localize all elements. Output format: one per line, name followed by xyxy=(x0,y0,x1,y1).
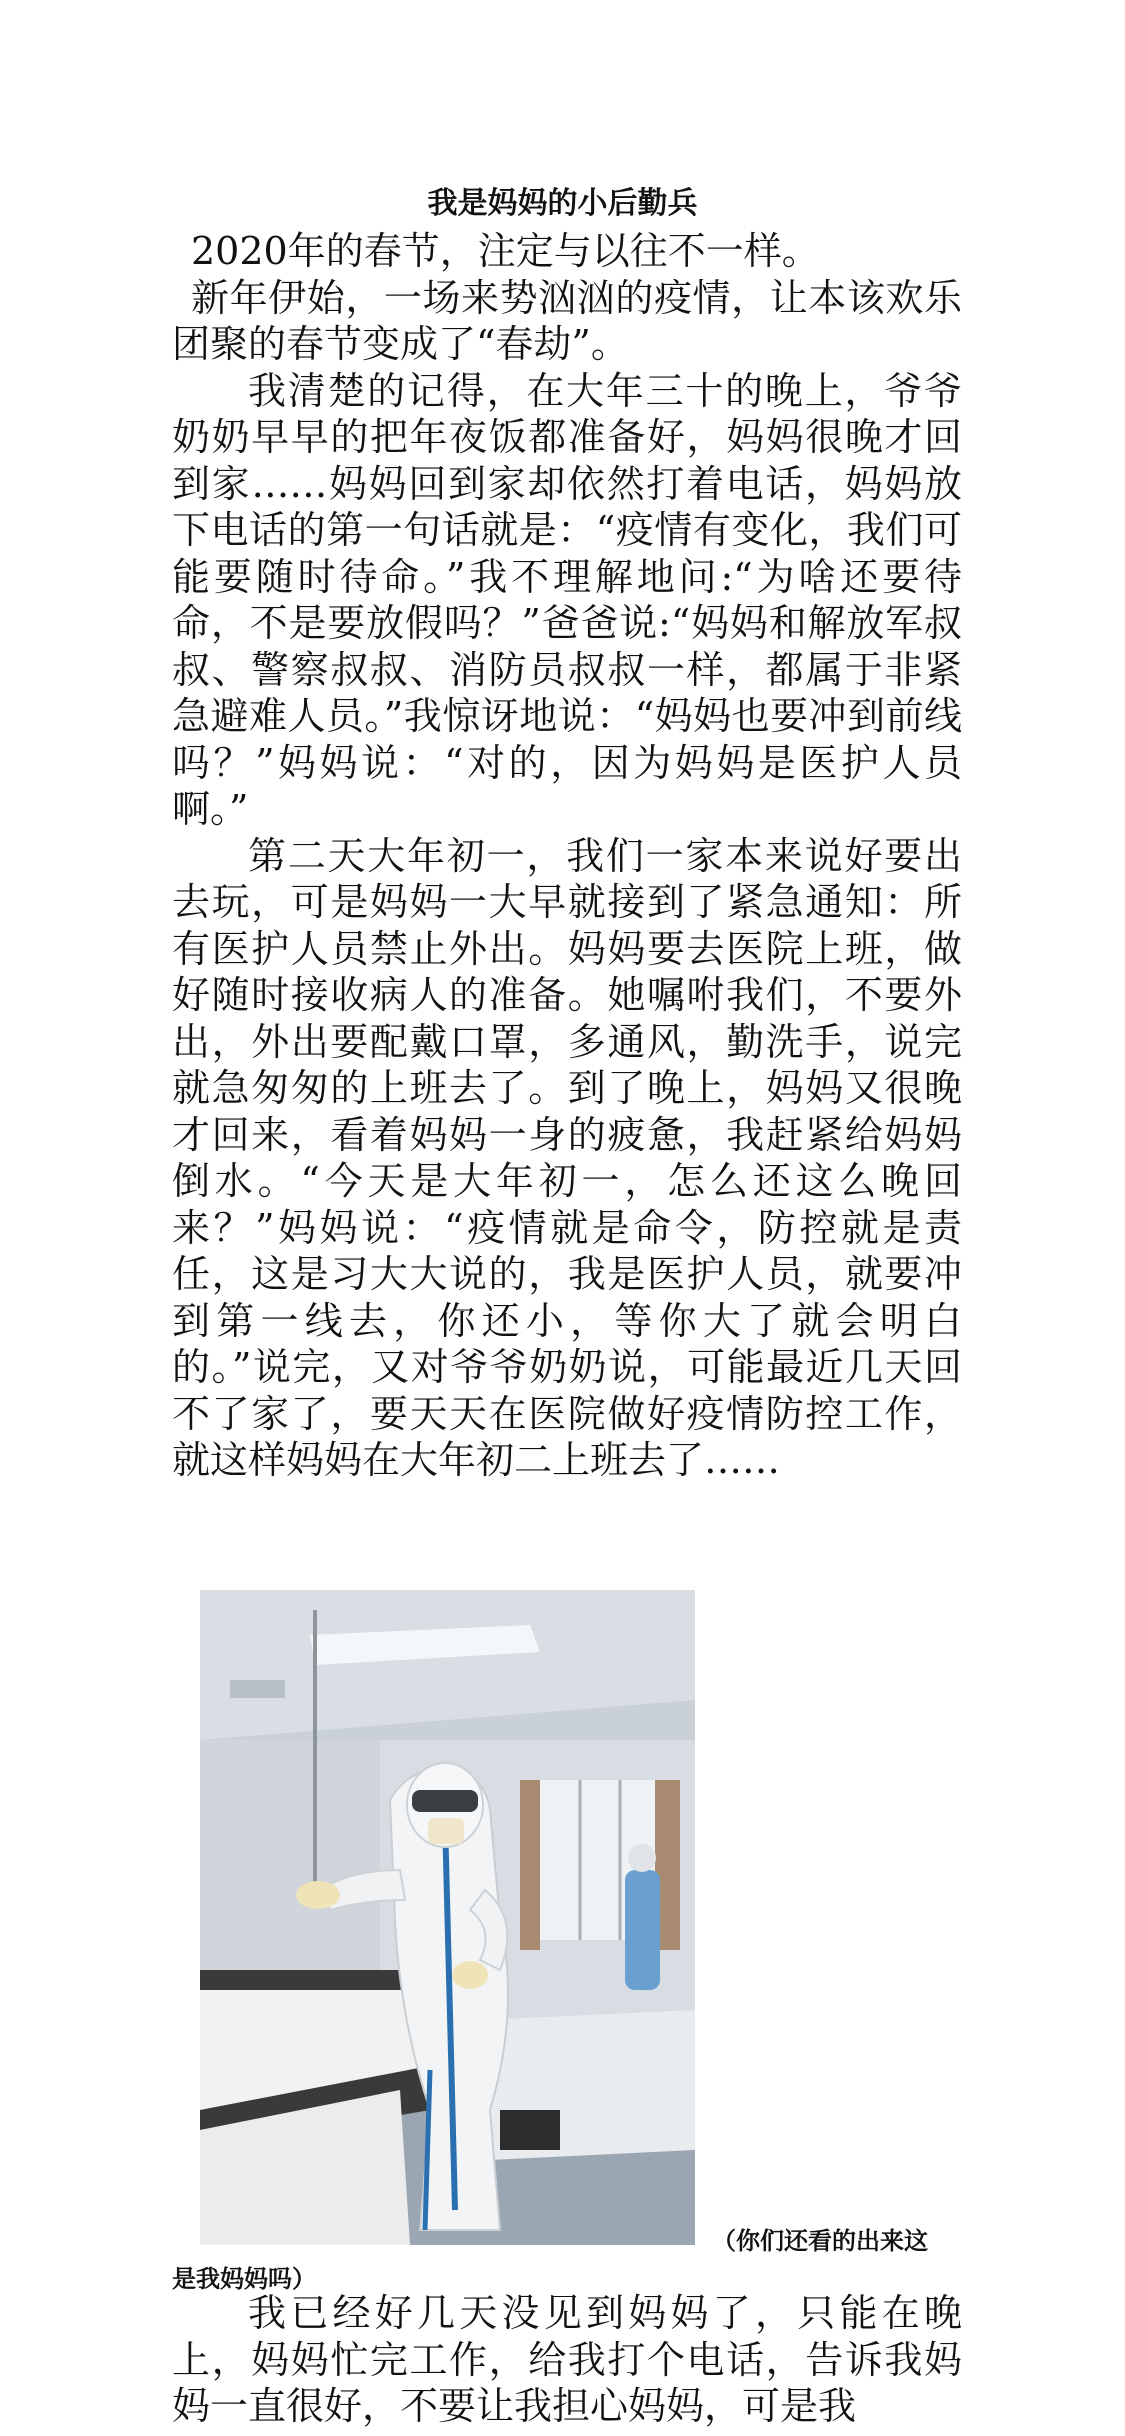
caption-line-2: 是我妈妈吗） xyxy=(172,2265,316,2293)
photo-medical-worker-ppe xyxy=(200,1590,695,2245)
paragraph-3: 我清楚的记得，在大年三十的晚上，爷爷奶奶早早的把年夜饭都准备好，妈妈很晚才回到家……妈妈回到家却依然打着电话，妈妈放下电话的第一句话就是：“疫情有变化，我们可能要随时待命。”我不理解地问:“为啥还要待命，不是要放假吗？”爸爸说:“妈妈和解放军叔叔、警察叔叔、消防员叔叔一样，都属于非紧急避难人员。”我惊讶地说：“妈妈也要冲到前线吗？”妈妈说：“对的，因为妈妈是医护人员啊。” xyxy=(172,368,962,831)
body-text-bottom xyxy=(172,2290,962,2430)
caption-line-1: （你们还看的出来这 xyxy=(712,2227,928,2255)
paragraph-2: 新年伊始，一场来势汹汹的疫情，让本该欢乐团聚的春节变成了“春劫”。 xyxy=(172,275,962,366)
paragraph-5: 我已经好几天没见到妈妈了，只能在晚上，妈妈忙完工作，给我打个电话，告诉我妈妈一直很好，不要让我担心妈妈，可是我 xyxy=(172,2291,962,2428)
paragraph-1: 2020年的春节，注定与以往不一样。 xyxy=(191,229,820,273)
paragraph-4: 第二天大年初一，我们一家本来说好要出去玩，可是妈妈一大早就接到了紧急通知：所有医护人员禁止外出。妈妈要去医院上班，做好随时接收病人的准备。她嘱咐我们，不要外出，外出要配戴口罩，多通风，勤洗手，说完就急匆匆的上班去了。到了晚上，妈妈又很晚才回来，看着妈妈一身的疲惫，我赶紧给妈妈倒水。“今天是大年初一，怎么还这么晚回来？”妈妈说：“疫情就是命令，防控就是责任，这是习大大说的，我是医护人员，就要冲到第一线去，你还小，等你大了就会明白的。”说完，又对爷爷奶奶说，可能最近几天回不了家了，要天天在医院做好疫情防控工作，就这样妈妈在大年初二上班去了…… xyxy=(172,833,962,1482)
body-text-top xyxy=(172,228,962,1484)
photo-caption xyxy=(172,2222,962,2298)
document-title: 我是妈妈的小后勤兵 xyxy=(427,186,698,221)
